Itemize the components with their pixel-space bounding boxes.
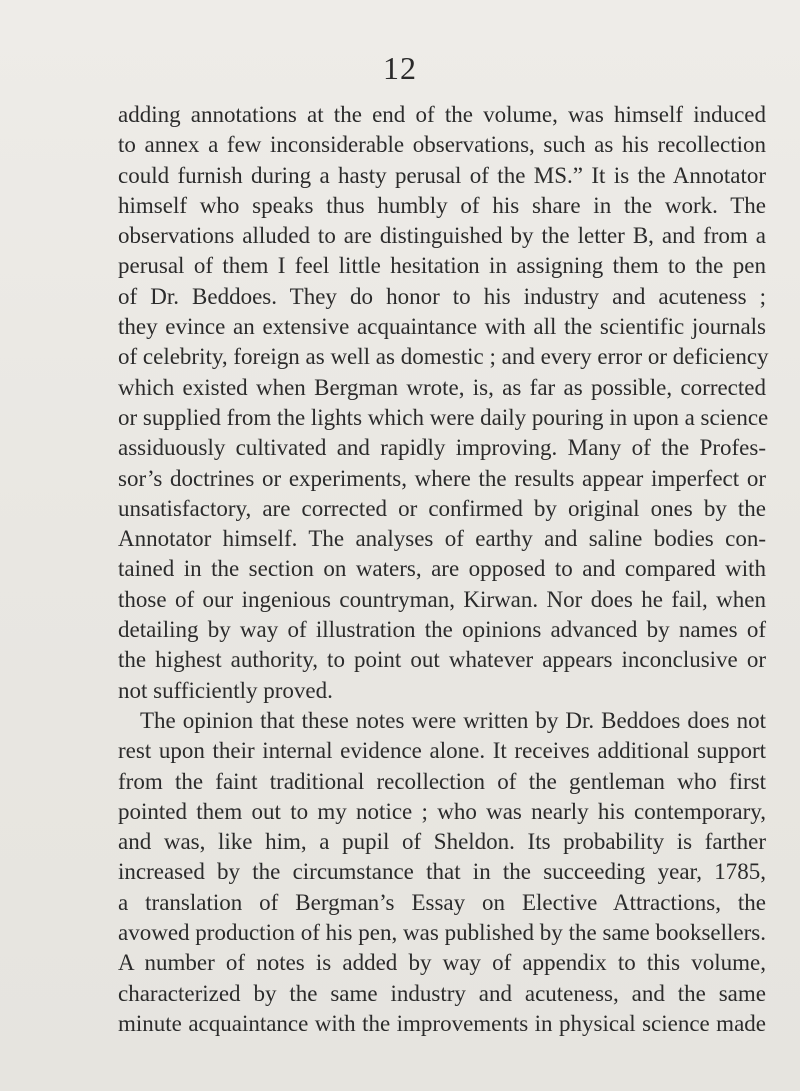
text-line: pointed them out to my notice ; who was nearly his contemporary, [118,798,766,824]
text-line: minute acquaintance with the improvements in physical science made [118,1010,766,1036]
text-line: and was, like him, a pupil of Sheldon. Its probability is farther [118,829,766,855]
text-line: could furnish during a hasty perusal of the MS.” It is the Annotator [118,162,766,188]
text-line: increased by the circumstance that in the succeeding year, 1785, [118,859,766,885]
text-line: tained in the section on waters, are opposed to and compared with [118,556,766,582]
text-line: A number of notes is added by way of appendix to this volume, [118,950,766,976]
text-line: or supplied from the lights which were daily pouring in upon a science [118,404,769,430]
text-line: of Dr. Beddoes. They do honor to his industry and acuteness ; [118,283,766,309]
text-line: avowed production of his pen, was published by the same booksellers. [118,920,766,946]
text-line: those of our ingenious countryman, Kirwan. Nor does he fail, when [118,586,766,612]
text-line: observations alluded to are distinguished by the letter B, and from a [118,223,766,249]
text-line: rest upon their internal evidence alone. It receives additional support [118,738,766,764]
text-line: characterized by the same industry and acuteness, and the same [118,980,766,1006]
text-line: of celebrity, foreign as well as domestic ; and every error or deficiency [118,344,769,370]
text-line: Annotator himself. The analyses of earthy and saline bodies con- [118,526,766,552]
text-line: they evince an extensive acquaintance with all the scientific journals [118,314,766,340]
text-line: adding annotations at the end of the volume, was himself induced [118,102,766,127]
text-line: which existed when Bergman wrote, is, as far as possible, corrected [118,374,766,400]
text-line: himself who speaks thus humbly of his share in the work. The [118,192,766,218]
text-line: sor’s doctrines or experiments, where the results appear imperfect or [118,465,766,491]
text-line: detailing by way of illustration the opinions advanced by names of [118,617,766,643]
text-line: from the faint traditional recollection of the gentleman who first [118,768,766,794]
text-line: assiduously cultivated and rapidly improving. Many of the Profes- [118,435,766,461]
text-line: to annex a few inconsiderable observations, such as his recollection [118,132,766,158]
paragraph-end-line: not sufficiently proved. [118,677,333,703]
text-line: perusal of them I feel little hesitation in assigning them to the pen [118,253,766,279]
page-number: 12 [383,50,417,86]
text-line: a translation of Bergman’s Essay on Elective Attractions, the [118,889,766,915]
body-text [118,100,769,1039]
text-line: unsatisfactory, are corrected or confirmed by original ones by the [118,495,766,521]
paragraph-start-line: The opinion that these notes were written by Dr. Beddoes does not [140,707,766,733]
text-line: the highest authority, to point out whatever appears inconclusive or [118,647,766,673]
